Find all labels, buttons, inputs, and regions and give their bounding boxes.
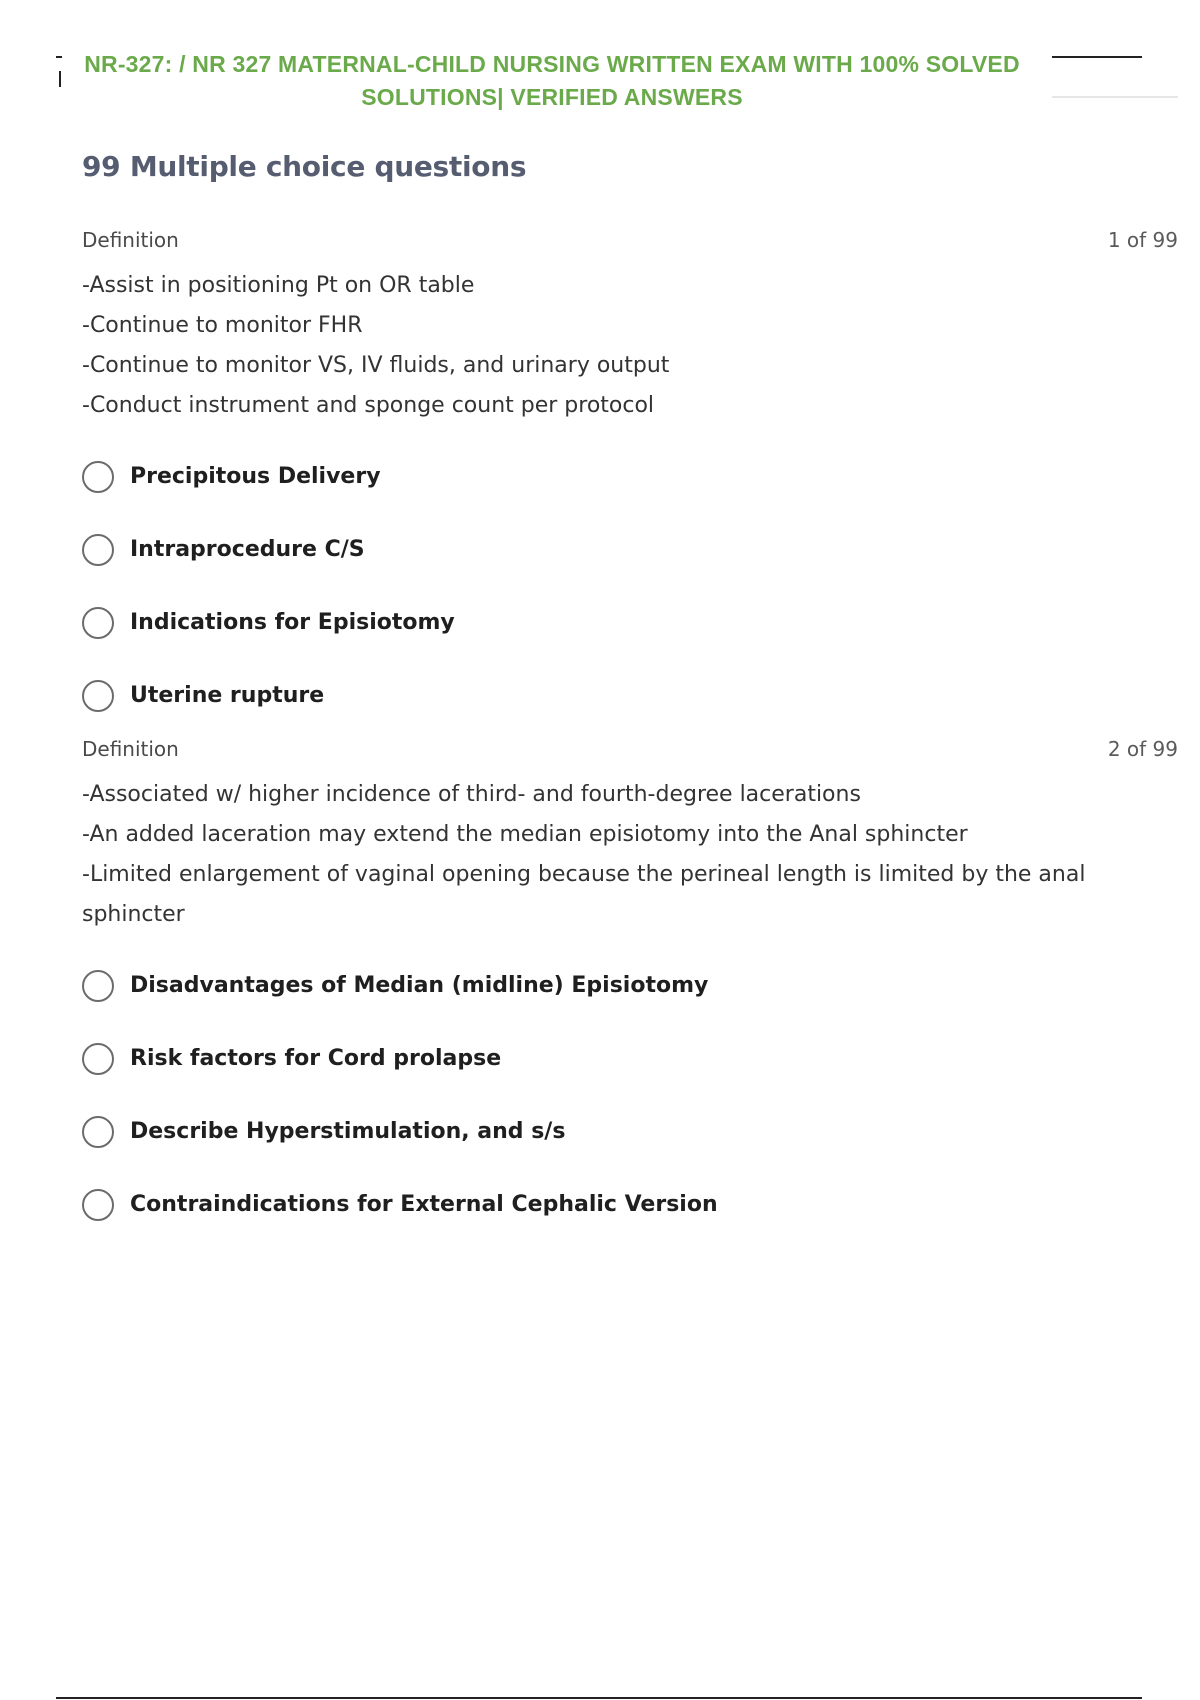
answer-option[interactable]: [82, 659, 1178, 732]
question-type-label: Definition: [82, 228, 179, 252]
header-rule-light: [1052, 96, 1178, 98]
answer-option[interactable]: [82, 586, 1178, 659]
question-card-2: [82, 737, 1178, 1241]
question-counter: 2 of 99: [1107, 737, 1178, 761]
radio-button-icon[interactable]: [82, 607, 114, 639]
answer-option-label: Contraindications for External Cephalic Version: [130, 1192, 718, 1217]
definition-line: -Assist in positioning Pt on OR table: [82, 273, 475, 298]
radio-button-icon[interactable]: [82, 680, 114, 712]
question-definition: [82, 775, 1102, 935]
definition-line: -Conduct instrument and sponge count per protocol: [82, 393, 655, 418]
radio-button-icon[interactable]: [82, 1116, 114, 1148]
answer-option[interactable]: [82, 1022, 1178, 1095]
answer-option-label: Intraprocedure C/S: [130, 537, 365, 562]
document-title-line-1: NR-327: / NR 327 MATERNAL-CHILD NURSING WRITTEN EXAM WITH 100% SOLVED: [84, 51, 1020, 77]
header-side-mark: [59, 71, 61, 87]
answer-option-label: Uterine rupture: [130, 683, 325, 708]
question-header: [82, 737, 1178, 763]
section-heading: 99 Multiple choice questions: [82, 150, 527, 183]
question-card-1: [82, 228, 1178, 732]
radio-button-icon[interactable]: [82, 461, 114, 493]
definition-line: -Continue to monitor VS, IV fluids, and urinary output: [82, 353, 670, 378]
definition-line: -Limited enlargement of vaginal opening because the perineal length is limited by the anal sphincter: [82, 862, 1086, 927]
document-title: [82, 48, 1022, 114]
definition-line: -Continue to monitor FHR: [82, 313, 363, 338]
definition-line: -Associated w/ higher incidence of third- and fourth-degree lacerations: [82, 782, 861, 807]
answer-option-label: Disadvantages of Median (midline) Episiotomy: [130, 973, 709, 998]
header-rule: [1052, 56, 1142, 58]
radio-button-icon[interactable]: [82, 534, 114, 566]
answer-options: [82, 440, 1178, 732]
question-definition: [82, 266, 1102, 426]
answer-option-label: Describe Hyperstimulation, and s/s: [130, 1119, 566, 1144]
radio-button-icon[interactable]: [82, 1043, 114, 1075]
question-header: [82, 228, 1178, 254]
answer-option[interactable]: [82, 513, 1178, 586]
header-corner-mark: [56, 56, 62, 58]
answer-option[interactable]: [82, 440, 1178, 513]
radio-button-icon[interactable]: [82, 970, 114, 1002]
answer-option[interactable]: [82, 949, 1178, 1022]
question-type-label: Definition: [82, 737, 179, 761]
answer-option-label: Precipitous Delivery: [130, 464, 381, 489]
answer-option[interactable]: [82, 1095, 1178, 1168]
answer-option-label: Risk factors for Cord prolapse: [130, 1046, 502, 1071]
question-counter: 1 of 99: [1107, 228, 1178, 252]
definition-line: -An added laceration may extend the median episiotomy into the Anal sphincter: [82, 822, 968, 847]
document-title-line-2: SOLUTIONS| VERIFIED ANSWERS: [361, 84, 743, 110]
radio-button-icon[interactable]: [82, 1189, 114, 1221]
answer-options: [82, 949, 1178, 1241]
answer-option[interactable]: [82, 1168, 1178, 1241]
answer-option-label: Indications for Episiotomy: [130, 610, 455, 635]
footer-rule: [56, 1697, 1142, 1699]
